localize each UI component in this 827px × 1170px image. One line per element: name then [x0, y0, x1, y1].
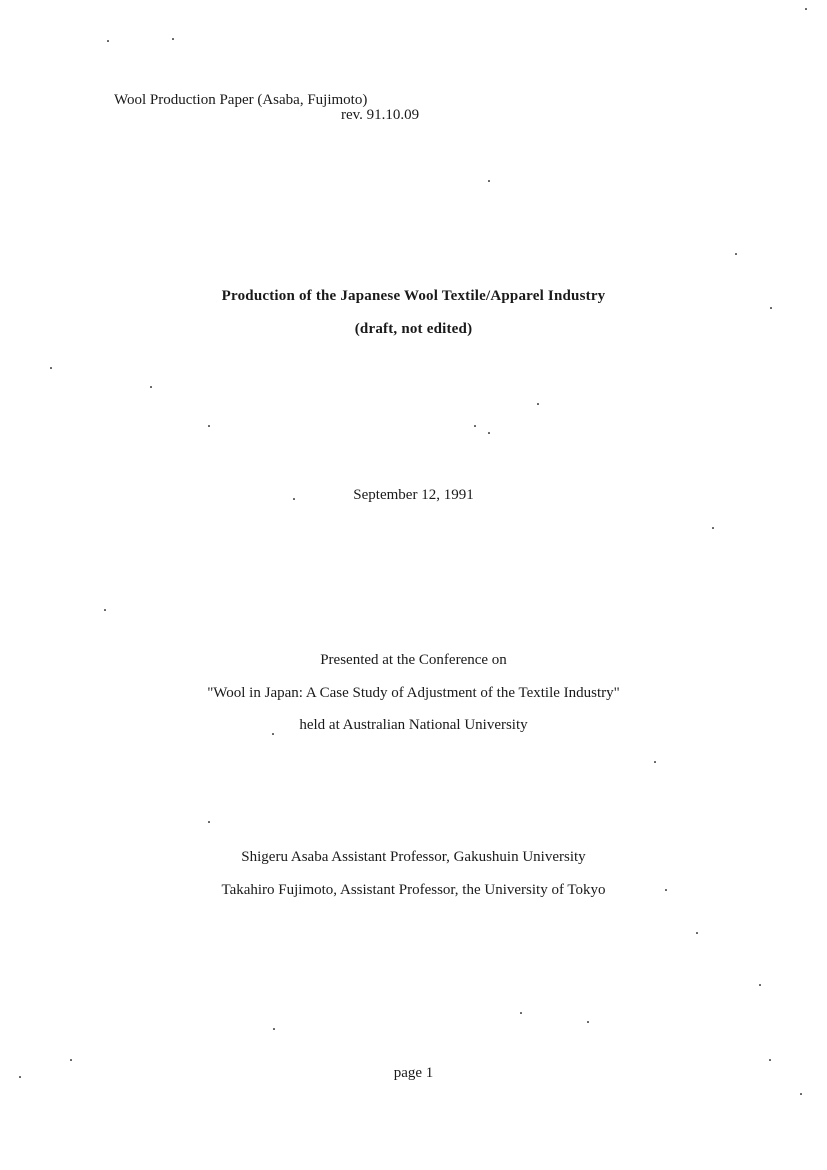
page-number: page 1: [393, 1065, 434, 1081]
scan-speck: [488, 180, 490, 182]
scan-speck: [272, 733, 274, 735]
conference-line-3: held at Australian National University: [299, 717, 528, 733]
scan-speck: [769, 1059, 771, 1061]
scan-speck: [800, 1093, 802, 1095]
draft-note: (draft, not edited): [354, 321, 473, 337]
scan-speck: [488, 432, 490, 434]
scan-speck: [70, 1059, 72, 1061]
scan-speck: [696, 932, 698, 934]
scan-speck: [104, 609, 106, 611]
conference-line-1: Presented at the Conference on: [320, 652, 507, 668]
scan-speck: [520, 1012, 522, 1014]
scan-speck: [293, 498, 295, 500]
scan-speck: [654, 761, 656, 763]
revision-label: rev. 91.10.09: [341, 107, 420, 123]
author-line-2: Takahiro Fujimoto, Assistant Professor, the University of Tokyo: [221, 882, 606, 898]
scan-speck: [759, 984, 761, 986]
scan-speck: [805, 8, 807, 10]
scan-speck: [208, 821, 210, 823]
scan-speck: [150, 386, 152, 388]
scan-speck: [19, 1076, 21, 1078]
scan-speck: [537, 403, 539, 405]
scan-speck: [107, 40, 109, 42]
author-line-1: Shigeru Asaba Assistant Professor, Gakushuin University: [241, 849, 586, 865]
scan-speck: [665, 889, 667, 891]
scan-speck: [770, 307, 772, 309]
document-title: Production of the Japanese Wool Textile/Apparel Industry: [221, 288, 606, 304]
scan-speck: [172, 38, 174, 40]
scan-speck: [712, 527, 714, 529]
paper-label: Wool Production Paper (Asaba, Fujimoto): [114, 92, 368, 108]
scan-speck: [50, 367, 52, 369]
conference-line-2: "Wool in Japan: A Case Study of Adjustment of the Textile Industry": [207, 685, 620, 701]
scan-speck: [273, 1028, 275, 1030]
scan-speck: [587, 1021, 589, 1023]
document-date: September 12, 1991: [353, 487, 474, 503]
scan-speck: [735, 253, 737, 255]
scan-speck: [474, 425, 476, 427]
scan-speck: [208, 425, 210, 427]
